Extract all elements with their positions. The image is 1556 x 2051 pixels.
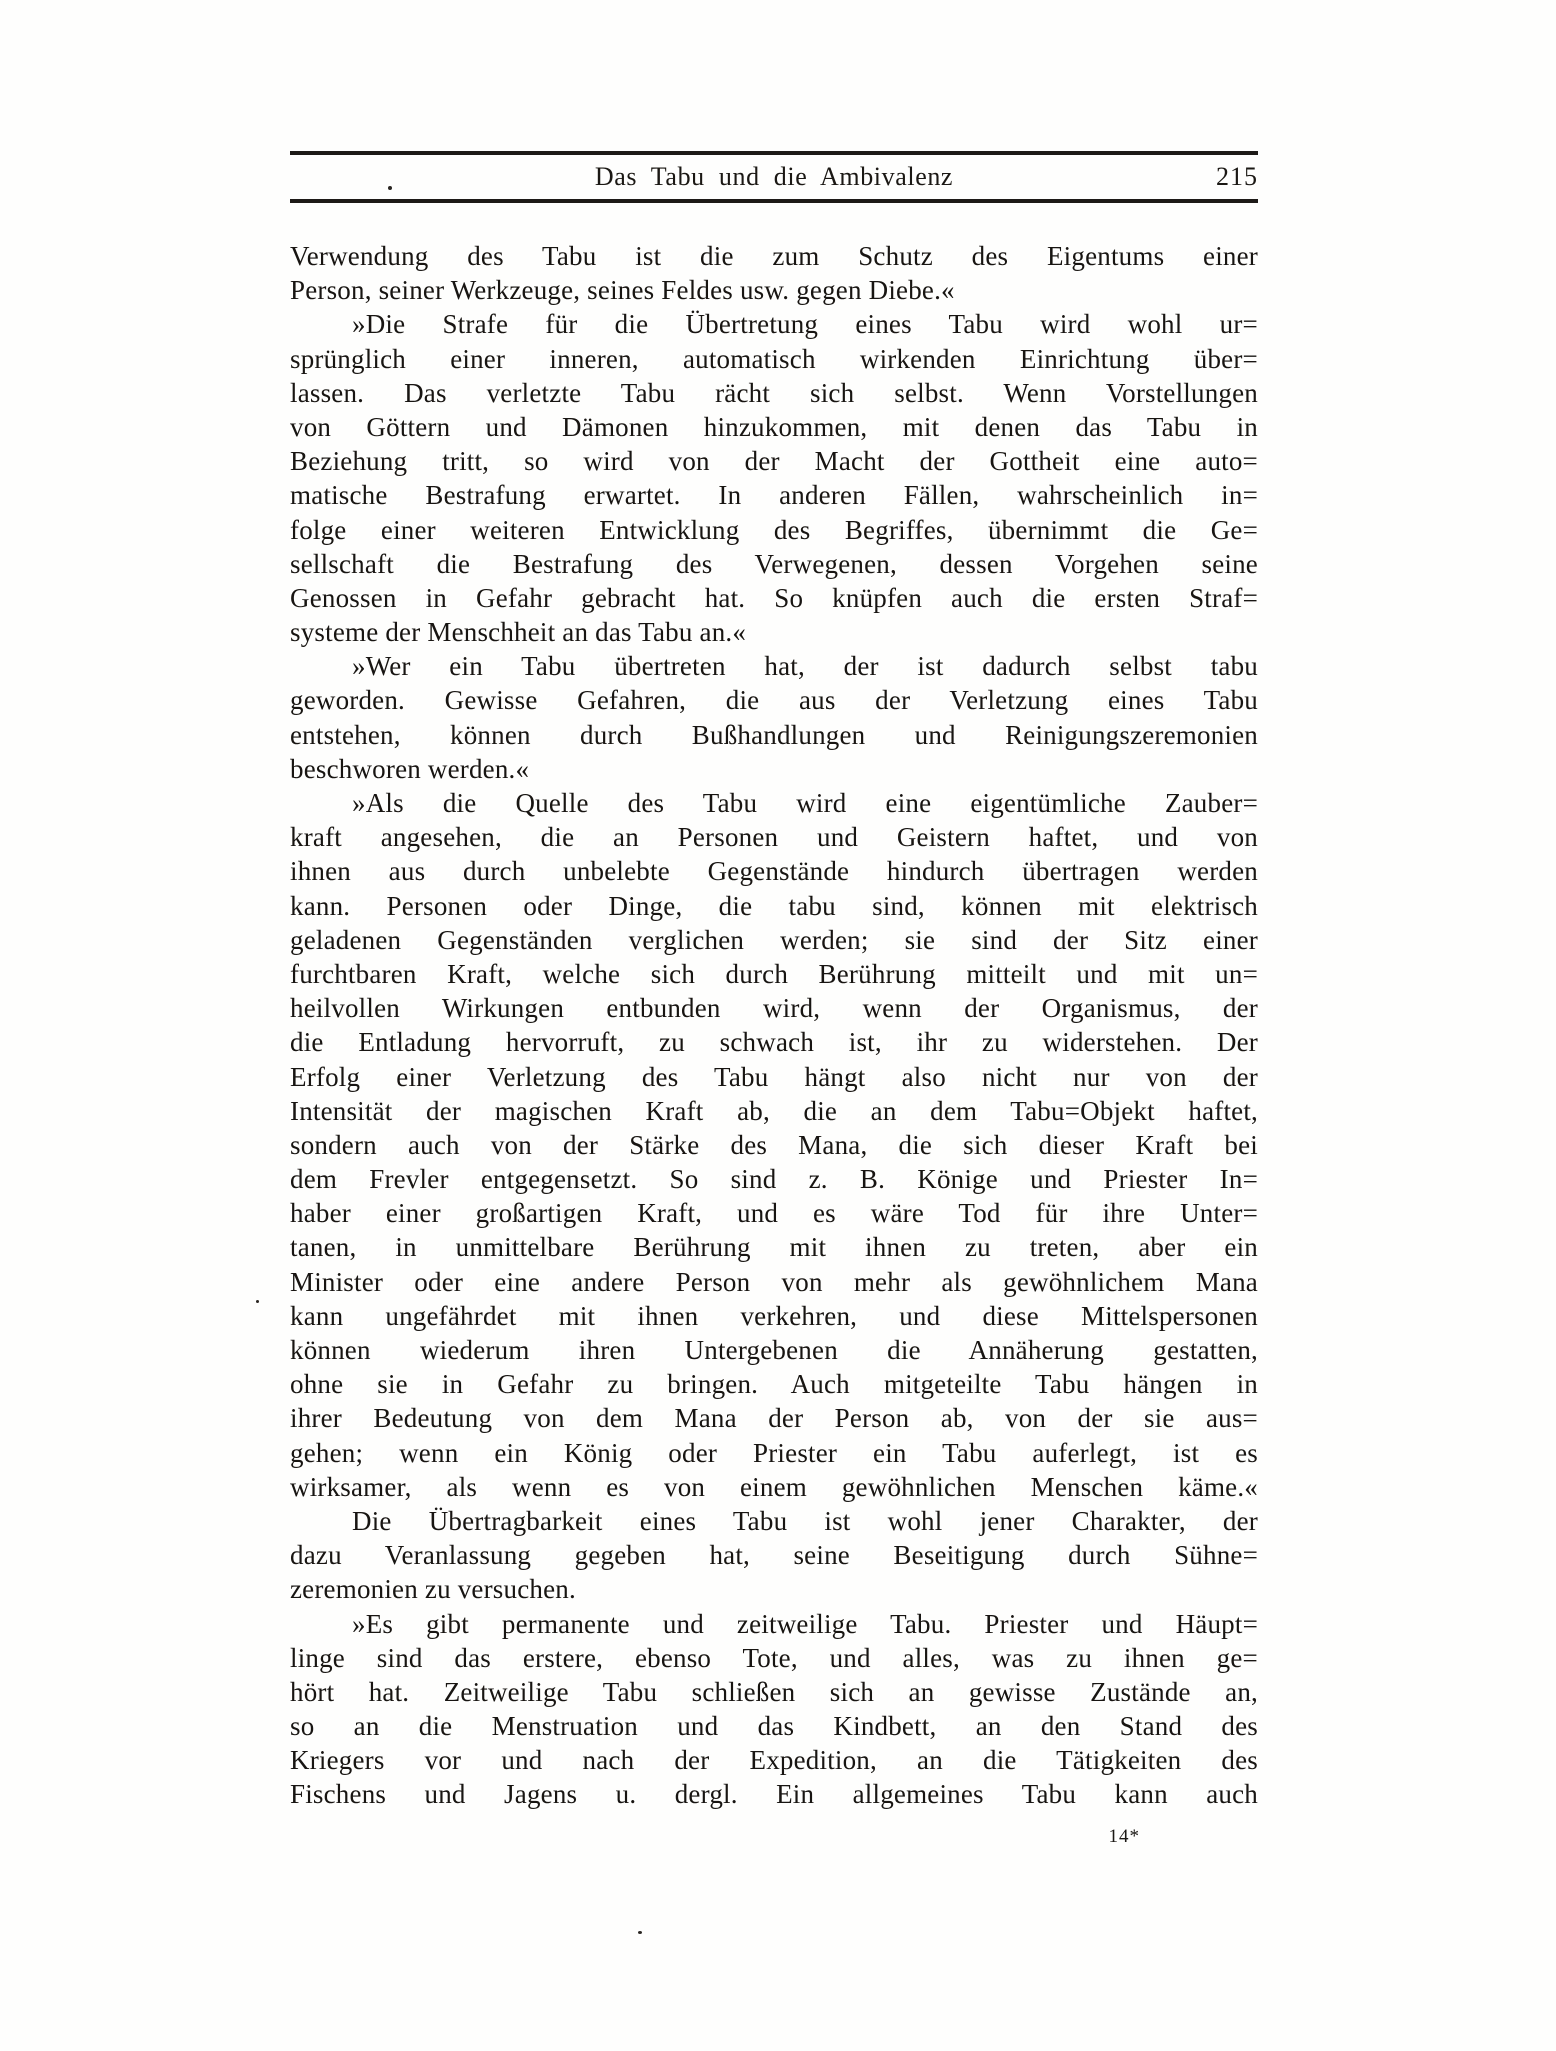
footer-signature: [290, 1826, 1258, 1848]
text-line: linge sind das erstere, ebenso Tote, und alles, was zu ihnen ge=: [290, 1642, 1258, 1673]
text-line: dazu Veranlassung gegeben hat, seine Beseitigung durch Sühne=: [290, 1540, 1258, 1571]
text-line: sprünglich einer inneren, automatisch wirkenden Einrichtung über=: [290, 343, 1258, 374]
text-line: wirksamer, als wenn es von einem gewöhnlichen Menschen käme.«: [290, 1471, 1258, 1502]
running-head: [290, 151, 1258, 203]
text-line: heilvollen Wirkungen entbunden wird, wenn der Organismus, der: [290, 993, 1258, 1024]
text-line: lassen. Das verletzte Tabu rächt sich selbst. Wenn Vorstellungen: [290, 377, 1258, 408]
text-line: »Die Strafe für die Übertretung eines Tabu wird wohl ur=: [352, 309, 1258, 340]
text-line: können wiederum ihren Untergebenen die Annäherung gestatten,: [290, 1335, 1258, 1365]
text-line: gehen; wenn ein König oder Priester ein Tabu auferlegt, ist es: [290, 1437, 1258, 1468]
text-line: »Es gibt permanente und zeitweilige Tabu. Priester und Häupt=: [352, 1608, 1258, 1639]
text-line: Verwendung des Tabu ist die zum Schutz des Eigentums einer: [290, 241, 1258, 271]
text-line: geladenen Gegenständen verglichen werden; sie sind der Sitz einer: [290, 924, 1258, 955]
scan-speck: [388, 186, 392, 190]
text-line: Person, seiner Werkzeuge, seines Feldes usw. gegen Diebe.«: [290, 275, 955, 306]
text-line: Fischens und Jagens u. dergl. Ein allgemeines Tabu kann auch: [290, 1779, 1258, 1810]
text-line: ihnen aus durch unbelebte Gegenstände hindurch übertragen werden: [290, 856, 1258, 887]
text-line: »Wer ein Tabu übertreten hat, der ist dadurch selbst tabu: [352, 651, 1258, 682]
text-line: geworden. Gewisse Gefahren, die aus der Verletzung eines Tabu: [290, 685, 1258, 716]
text-line: die Entladung hervorruft, zu schwach ist, ihr zu widerstehen. Der: [290, 1027, 1258, 1058]
text-block: [290, 239, 1258, 1812]
text-line: Die Übertragbarkeit eines Tabu ist wohl jener Charakter, der: [352, 1505, 1258, 1536]
text-line: dem Frevler entgegensetzt. So sind z. B. Könige und Priester In=: [290, 1164, 1258, 1195]
text-line: zeremonien zu versuchen.: [290, 1574, 576, 1605]
text-line: Erfolg einer Verletzung des Tabu hängt also nicht nur von der: [290, 1061, 1258, 1092]
text-line: beschworen werden.«: [290, 753, 530, 784]
text-line: Minister oder eine andere Person von mehr als gewöhnlichem Mana: [290, 1266, 1258, 1297]
text-line: von Göttern und Dämonen hinzukommen, mit denen das Tabu in: [290, 411, 1258, 442]
scan-speck: [256, 1300, 259, 1303]
text-line: furchtbaren Kraft, welche sich durch Berührung mitteilt und mit un=: [290, 958, 1258, 989]
text-line: Kriegers vor und nach der Expedition, an die Tätigkeiten des: [290, 1745, 1258, 1776]
text-line: sellschaft die Bestrafung des Verwegenen, dessen Vorgehen seine: [290, 548, 1258, 579]
text-line: matische Bestrafung erwartet. In anderen Fällen, wahrscheinlich in=: [290, 480, 1258, 511]
text-line: hört hat. Zeitweilige Tabu schließen sich an gewisse Zustände an,: [290, 1676, 1258, 1707]
text-line: haber einer großartigen Kraft, und es wäre Tod für ihre Unter=: [290, 1198, 1258, 1229]
scan-speck: [638, 1931, 642, 1934]
text-line: folge einer weiteren Entwicklung des Begriffes, übernimmt die Ge=: [290, 514, 1258, 545]
text-line: kann ungefährdet mit ihnen verkehren, und diese Mittelspersonen: [290, 1300, 1258, 1331]
text-line: systeme der Menschheit an das Tabu an.«: [290, 617, 747, 648]
page-title: Das Tabu und die Ambivalenz: [594, 162, 954, 191]
text-line: so an die Menstruation und das Kindbett, an den Stand des: [290, 1711, 1258, 1742]
text-line: tanen, in unmittelbare Berührung mit ihnen zu treten, aber ein: [290, 1232, 1258, 1263]
text-line: kann. Personen oder Dinge, die tabu sind, können mit elektrisch: [290, 890, 1258, 921]
text-line: ihrer Bedeutung von dem Mana der Person ab, von der sie aus=: [290, 1403, 1258, 1434]
text-line: Genossen in Gefahr gebracht hat. So knüpfen auch die ersten Straf=: [290, 582, 1258, 613]
text-line: entstehen, können durch Bußhandlungen und Reinigungszeremonien: [290, 719, 1258, 750]
signature-mark: 14*: [1108, 1826, 1140, 1847]
text-line: »Als die Quelle des Tabu wird eine eigentümliche Zauber=: [352, 788, 1258, 818]
text-line: sondern auch von der Stärke des Mana, die sich dieser Kraft bei: [290, 1129, 1258, 1160]
text-line: Beziehung tritt, so wird von der Macht der Gottheit eine auto=: [290, 446, 1258, 477]
text-line: ohne sie in Gefahr zu bringen. Auch mitgeteilte Tabu hängen in: [290, 1369, 1258, 1400]
page-number: 215: [1216, 162, 1258, 191]
text-line: kraft angesehen, die an Personen und Geistern haftet, und von: [290, 822, 1258, 853]
text-line: Intensität der magischen Kraft ab, die an dem Tabu=Objekt haftet,: [290, 1095, 1258, 1126]
